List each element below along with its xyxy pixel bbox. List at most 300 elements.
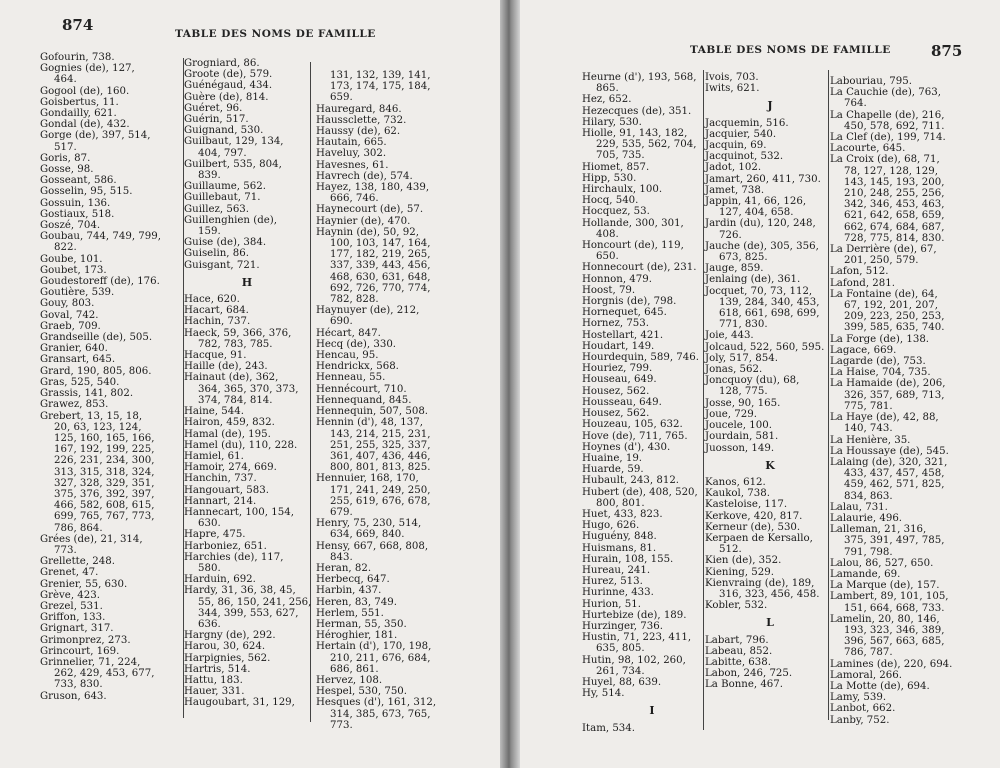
index-entry-continuation: 800, 801, 813, 825. xyxy=(330,462,431,474)
index-entry: Goutière, 539. xyxy=(40,287,115,299)
index-entry: Hustin, 71, 223, 411, xyxy=(582,632,692,644)
index-entry: Haussclette, 732. xyxy=(316,114,407,126)
index-entry: Hespel, 530, 750. xyxy=(316,686,408,698)
section-letter: K xyxy=(765,458,775,472)
index-entry: Hardy, 31, 36, 38, 45, xyxy=(184,585,296,597)
index-entry-continuation: 374, 784, 814. xyxy=(198,394,273,406)
index-entry-continuation: 464. xyxy=(54,74,77,86)
index-entry-continuation: 782, 783, 785. xyxy=(198,338,273,350)
index-entry: Gondal (de), 432. xyxy=(40,119,130,131)
index-entry-continuation: 342, 346, 453, 463, xyxy=(844,199,945,211)
index-entry: Grandseille (de), 505. xyxy=(40,332,153,344)
index-entry: Hiolle, 91, 143, 182, xyxy=(582,128,688,140)
index-entry-continuation: 316, 323, 456, 458. xyxy=(719,588,820,600)
index-entry: Hoost, 79. xyxy=(582,284,636,296)
index-entry-continuation: 139, 284, 340, 453, xyxy=(719,296,820,308)
index-entry-continuation: 822. xyxy=(54,242,77,254)
index-entry-continuation: 733, 830. xyxy=(54,679,103,691)
index-entry: Housseau, 649. xyxy=(582,396,662,408)
index-entry: Goubet, 173. xyxy=(40,264,107,276)
index-entry: Hornequet, 645. xyxy=(582,307,667,319)
index-entry: Goszé, 704. xyxy=(40,220,101,232)
running-head: TABLE DES NOMS DE FAMILLE xyxy=(690,44,891,56)
index-entry: Ivois, 703. xyxy=(705,72,759,83)
index-entry: Hacque, 91. xyxy=(184,350,247,362)
index-entry: Grassis, 141, 802. xyxy=(40,388,134,400)
index-entry-continuation: 636. xyxy=(198,618,221,630)
index-entry: Grées (de), 21, 314, xyxy=(40,533,143,545)
index-entry: Joncquoy (du), 68, xyxy=(705,375,800,387)
index-entry: La Henière, 35. xyxy=(830,434,911,446)
index-entry-continuation: 193, 323, 346, 389, xyxy=(844,624,945,636)
index-entry: Goube, 101. xyxy=(40,253,103,265)
index-entry: La Bonne, 467. xyxy=(705,679,784,691)
index-entry: Hensy, 667, 668, 808, xyxy=(316,540,429,552)
index-entry: Harpignies, 562. xyxy=(184,652,271,664)
index-entry: Gofourin, 738. xyxy=(40,52,115,63)
index-entry: Hy, 514. xyxy=(582,688,625,700)
index-entry: Kanos, 612. xyxy=(705,476,766,488)
index-entry: Hurain, 108, 155. xyxy=(582,553,674,565)
index-entry: Grincourt, 169. xyxy=(40,645,120,657)
index-entry: Hamel (du), 110, 228. xyxy=(184,439,298,451)
index-entry: Gosseant, 586. xyxy=(40,175,117,187)
index-column xyxy=(184,58,310,709)
index-entry: Lagace, 669. xyxy=(830,344,897,356)
index-entry: Haynin (de), 50, 92, xyxy=(316,226,419,238)
index-entry-continuation: 673, 825. xyxy=(719,252,768,264)
index-entry: Huismans, 81. xyxy=(582,542,657,554)
index-entry-continuation: 210, 211, 676, 684, xyxy=(330,652,431,664)
index-entry: Heurne (d'), 193, 568, xyxy=(582,72,697,83)
index-entry-continuation: 344, 399, 553, 627, xyxy=(198,607,299,619)
book-gutter xyxy=(500,0,520,768)
index-entry-continuation: 699, 765, 767, 773, xyxy=(54,511,155,523)
index-entry: Huaine, 19. xyxy=(582,452,643,464)
index-entry: Hourdequin, 589, 746. xyxy=(582,352,699,364)
index-entry-continuation: 262, 429, 453, 677, xyxy=(54,668,155,680)
index-entry: Guillenghien (de), xyxy=(184,214,277,226)
index-entry: Huarde, 59. xyxy=(582,464,644,476)
index-entry: Lalou, 86, 527, 650. xyxy=(830,557,934,569)
index-entry: Iwits, 621. xyxy=(705,83,760,95)
index-entry-continuation: 517. xyxy=(54,141,77,153)
index-entry: Guilbert, 535, 804, xyxy=(184,158,282,170)
index-entry-continuation: 800, 801. xyxy=(596,497,645,509)
index-entry: Lacourte, 645. xyxy=(830,143,906,155)
index-entry-continuation: 786, 787. xyxy=(844,647,893,659)
index-entry: Harou, 30, 624. xyxy=(184,641,266,653)
index-entry-continuation: 143, 145, 193, 200, xyxy=(844,176,945,188)
index-entry: Hennuier, 168, 170, xyxy=(316,473,419,485)
index-entry: Hautain, 665. xyxy=(316,137,387,149)
index-entry: Jolcaud, 522, 560, 595. xyxy=(705,341,825,353)
index-entry: Hutin, 98, 102, 260, xyxy=(582,654,686,666)
index-column xyxy=(40,52,188,702)
index-entry-continuation: 226, 231, 234, 300, xyxy=(54,455,155,467)
index-entry: Housez, 562. xyxy=(582,385,650,397)
index-entry-continuation: 705, 735. xyxy=(596,150,645,162)
index-column xyxy=(316,70,466,731)
index-entry-continuation: 140, 743. xyxy=(844,423,893,435)
index-entry: La Hamaide (de), 206, xyxy=(830,378,946,390)
index-entry: Henneau, 55. xyxy=(316,372,386,384)
index-entry: Gransart, 645. xyxy=(40,354,116,366)
index-entry: Huguény, 848. xyxy=(582,531,657,543)
index-entry: Heren, 83, 749. xyxy=(316,596,397,608)
index-entry: Gosselin, 95, 515. xyxy=(40,186,133,198)
index-entry-continuation: 764. xyxy=(844,98,867,110)
index-entry: Goubau, 744, 749, 799, xyxy=(40,231,161,243)
index-entry-continuation: 839. xyxy=(198,170,221,182)
index-entry: Josse, 90, 165. xyxy=(705,397,781,409)
index-entry: Joie, 443. xyxy=(705,330,754,342)
index-entry: Hapre, 475. xyxy=(184,529,246,541)
index-entry: Lalaing (de), 320, 321, xyxy=(830,456,948,468)
index-entry: Guère (de), 814. xyxy=(184,91,269,103)
index-entry-continuation: 635, 805. xyxy=(596,643,645,655)
index-entry: Kiening, 529. xyxy=(705,566,774,578)
index-entry: Lamelin, 20, 80, 146, xyxy=(830,613,940,625)
index-entry: Hauregard, 846. xyxy=(316,103,402,115)
index-entry: Gosse, 98. xyxy=(40,164,94,176)
index-entry: Housez, 562. xyxy=(582,408,650,420)
index-entry: Hilary, 530. xyxy=(582,116,642,128)
index-entry: Grinnelier, 71, 224, xyxy=(40,656,141,668)
index-entry-continuation: 773. xyxy=(54,544,77,556)
index-entry: Goudestoreff (de), 176. xyxy=(40,276,160,288)
index-entry-continuation: 177, 182, 219, 265, xyxy=(330,249,431,261)
index-entry: Kerpaen de Kersallo, xyxy=(705,532,813,544)
index-entry-continuation: 690. xyxy=(330,316,353,328)
index-entry-continuation: 209, 223, 250, 253, xyxy=(844,311,945,323)
index-entry: Hurzinger, 736. xyxy=(582,620,663,632)
index-entry: Jenlaing (de), 361. xyxy=(705,274,801,286)
index-entry: Hamiel, 61. xyxy=(184,450,244,462)
index-entry: Guisgant, 721. xyxy=(184,259,260,271)
index-entry-continuation: 775, 781. xyxy=(844,400,893,412)
index-entry-continuation: 404, 797. xyxy=(198,147,247,159)
index-entry-continuation: 20, 63, 123, 124, xyxy=(54,421,142,433)
index-entry-continuation: 630. xyxy=(198,518,221,530)
index-entry: Jauge, 859. xyxy=(705,263,764,275)
index-entry-continuation: 127, 404, 658. xyxy=(719,207,794,219)
index-entry: Houdart, 149. xyxy=(582,340,655,352)
index-entry: Hocquez, 53. xyxy=(582,206,650,218)
index-entry-continuation: 786, 864. xyxy=(54,522,103,534)
index-entry: Juosson, 149. xyxy=(705,442,775,454)
index-entry: La Croix (de), 68, 71, xyxy=(830,154,940,166)
index-entry: Hennequin, 507, 508. xyxy=(316,406,429,418)
index-entry-continuation: 399, 585, 635, 740. xyxy=(844,322,945,334)
index-entry-continuation: 167, 192, 199, 225, xyxy=(54,444,155,456)
index-entry: Kobler, 532. xyxy=(705,600,768,612)
index-entry-continuation: 361, 407, 436, 446, xyxy=(330,450,431,462)
index-entry: Joue, 729. xyxy=(705,408,757,420)
index-entry-continuation: 78, 127, 128, 129, xyxy=(844,165,938,177)
index-entry: Guénégaud, 434. xyxy=(184,80,273,92)
index-entry: Kaukol, 738. xyxy=(705,488,770,500)
index-entry: Guilbaut, 129, 134, xyxy=(184,136,284,148)
index-entry: Guérin, 517. xyxy=(184,114,249,126)
index-entry: Joucele, 100. xyxy=(705,420,772,432)
index-entry: Guillebaut, 71. xyxy=(184,192,261,204)
index-entry: Havrech (de), 574. xyxy=(316,170,413,182)
index-entry: Grebert, 13, 15, 18, xyxy=(40,410,143,422)
index-entry: Hanchin, 737. xyxy=(184,473,257,485)
index-entry: Houriez, 799. xyxy=(582,363,653,375)
index-entry-continuation: 375, 391, 497, 785, xyxy=(844,535,945,547)
index-entry: La Houssaye (de), 545. xyxy=(830,445,949,457)
index-entry: Griffon, 133. xyxy=(40,612,106,624)
index-entry: Goris, 87. xyxy=(40,152,91,164)
index-entry: Lanbot, 662. xyxy=(830,703,896,715)
running-head: TABLE DES NOMS DE FAMILLE xyxy=(175,28,376,40)
index-entry: Gruson, 643. xyxy=(40,690,107,702)
index-entry: Hubault, 243, 812. xyxy=(582,475,680,487)
index-entry: Kerkove, 420, 817. xyxy=(705,510,803,522)
index-entry: Lafon, 512. xyxy=(830,266,889,278)
index-entry: Hureau, 241. xyxy=(582,564,651,576)
index-entry: Grellette, 248. xyxy=(40,556,115,568)
index-entry: La Derrière (de), 67, xyxy=(830,244,937,256)
index-entry-continuation: 650. xyxy=(596,251,619,263)
column-rule xyxy=(310,62,311,722)
index-entry-continuation: 229, 535, 562, 704, xyxy=(596,139,697,151)
index-entry: Graeb, 709. xyxy=(40,320,101,332)
index-entry: Houzeau, 105, 632. xyxy=(582,419,683,431)
index-entry: Hipp, 530. xyxy=(582,172,637,184)
index-entry: Kerneur (de), 530. xyxy=(705,521,801,533)
index-entry: Hencau, 95. xyxy=(316,350,379,362)
index-entry: Hollande, 300, 301, xyxy=(582,217,684,229)
index-entry: Gogool (de), 160. xyxy=(40,85,130,97)
index-entry-continuation: 686, 861. xyxy=(330,663,379,675)
index-entry: Hennin (d'), 48, 137, xyxy=(316,417,423,429)
index-entry: Jonas, 562. xyxy=(705,364,763,376)
index-entry-continuation: 100, 103, 147, 164, xyxy=(330,238,431,250)
index-entry: Guiselin, 86. xyxy=(184,248,249,260)
index-entry: Hachin, 737. xyxy=(184,316,251,328)
index-entry: Haugoubart, 31, 129, xyxy=(184,697,295,709)
index-entry: Hurion, 51. xyxy=(582,598,641,610)
index-entry-continuation: 679. xyxy=(330,506,353,518)
index-entry: Hace, 620. xyxy=(184,294,240,306)
page-number: 874 xyxy=(62,16,94,34)
index-entry: Grawez, 853. xyxy=(40,399,109,411)
index-entry: Haine, 544. xyxy=(184,406,244,418)
index-entry: Hairon, 459, 832. xyxy=(184,417,275,429)
index-entry: Hannart, 214. xyxy=(184,495,257,507)
index-entry-continuation: 313, 315, 318, 324, xyxy=(54,466,155,478)
index-entry: Hecq (de), 330. xyxy=(316,338,397,350)
index-entry: Gognies (de), 127, xyxy=(40,63,135,75)
index-entry: Jacquinot, 532. xyxy=(705,151,784,163)
index-entry-continuation: 173, 174, 175, 184, xyxy=(330,81,431,93)
index-entry: Jauche (de), 305, 356, xyxy=(705,240,819,252)
index-entry-continuation: 771, 830. xyxy=(719,319,768,331)
index-entry-continuation: 159. xyxy=(198,226,221,238)
index-entry: Hécart, 847. xyxy=(316,327,381,339)
index-entry: Grard, 190, 805, 806. xyxy=(40,365,152,377)
index-entry: Lalau, 731. xyxy=(830,501,888,513)
index-entry: Grezel, 531. xyxy=(40,600,103,612)
index-entry: Hennécourt, 710. xyxy=(316,383,407,395)
index-entry: Lagarde (de), 753. xyxy=(830,356,926,368)
index-entry: Hocq, 540. xyxy=(582,195,639,207)
index-entry: Gras, 525, 540. xyxy=(40,376,120,388)
index-entry-continuation: 659. xyxy=(330,92,353,104)
index-entry-continuation: 662, 674, 684, 687, xyxy=(844,221,945,233)
index-entry: Hertain (d'), 170, 198, xyxy=(316,641,432,653)
index-entry: Horgnis (de), 798. xyxy=(582,296,677,308)
index-entry: Hirchaulx, 100. xyxy=(582,184,663,196)
index-entry: Haeck, 59, 366, 376, xyxy=(184,327,292,339)
index-entry-continuation: 512. xyxy=(719,544,742,556)
index-entry-continuation: 791, 798. xyxy=(844,546,893,558)
index-entry: Gondailly, 621. xyxy=(40,108,117,120)
index-entry: Itam, 534. xyxy=(582,722,636,734)
index-entry: La Cauchie (de), 763, xyxy=(830,87,941,99)
index-entry-continuation: 201, 250, 579. xyxy=(844,255,919,267)
index-entry: Grenier, 55, 630. xyxy=(40,578,128,590)
index-entry: Haynier (de), 470. xyxy=(316,215,411,227)
index-entry: Labeau, 852. xyxy=(705,645,773,657)
index-entry: Jocquet, 70, 73, 112, xyxy=(705,285,813,297)
index-entry: Herman, 55, 350. xyxy=(316,618,407,630)
index-entry: Labon, 246, 725. xyxy=(705,668,793,680)
index-entry-continuation: 580. xyxy=(198,562,221,574)
index-entry: Hervez, 108. xyxy=(316,674,383,686)
index-entry: Hornez, 753. xyxy=(582,318,650,330)
index-entry: La Chapelle (de), 216, xyxy=(830,109,945,121)
index-entry: Hurtebize (de), 189. xyxy=(582,609,687,621)
index-entry: La Haise, 704, 735. xyxy=(830,367,931,379)
index-entry: Héroghier, 181. xyxy=(316,630,398,642)
index-entry: Harbin, 437. xyxy=(316,585,382,597)
index-entry: Hezecques (de), 351. xyxy=(582,105,692,117)
index-entry: Granier, 640. xyxy=(40,343,108,355)
index-entry: Hauer, 331. xyxy=(184,686,245,698)
index-entry: Havesnes, 61. xyxy=(316,159,389,171)
index-column xyxy=(705,72,835,691)
section-letter: H xyxy=(241,275,253,289)
index-entry: Honnecourt (de), 231. xyxy=(582,262,697,274)
index-entry: Houseau, 649. xyxy=(582,374,657,386)
index-entry: Guillaume, 562. xyxy=(184,181,266,193)
index-column xyxy=(830,76,980,726)
index-entry-continuation: 171, 241, 249, 250, xyxy=(330,484,431,496)
index-entry: Lanby, 752. xyxy=(830,714,890,726)
index-entry: La Clef (de), 199, 714. xyxy=(830,132,946,144)
index-entry: Kienvraing (de), 189, xyxy=(705,577,815,589)
index-entry: Haveluy, 302. xyxy=(316,148,387,160)
index-entry: Kasteloise, 117. xyxy=(705,499,788,511)
index-entry: Lalaurie, 496. xyxy=(830,512,903,524)
index-entry-continuation: 618, 661, 698, 699, xyxy=(719,308,820,320)
index-entry: Guignand, 530. xyxy=(184,125,264,137)
index-entry: Hoynes (d'), 430. xyxy=(582,441,671,453)
index-entry: Groote (de), 579. xyxy=(184,69,273,81)
index-entry-continuation: 314, 385, 673, 765, xyxy=(330,708,431,720)
index-entry: Goisbertus, 11. xyxy=(40,96,119,108)
index-entry: Hargny (de), 292. xyxy=(184,630,276,642)
index-entry: Huet, 433, 823. xyxy=(582,508,663,520)
index-entry-continuation: 143, 214, 215, 231, xyxy=(330,428,431,440)
index-entry-continuation: 782, 828. xyxy=(330,294,379,306)
section-letter: I xyxy=(649,704,655,718)
index-entry: Herbecq, 647. xyxy=(316,574,390,586)
index-entry: La Haye (de), 42, 88, xyxy=(830,412,939,424)
index-entry-continuation: 865. xyxy=(596,83,619,95)
index-entry: Jourdain, 581. xyxy=(705,431,779,443)
index-entry: Grimonprez, 273. xyxy=(40,634,131,646)
index-entry: Grignart, 317. xyxy=(40,623,114,635)
index-entry: Henry, 75, 230, 514, xyxy=(316,518,422,530)
index-entry: Grenet, 47. xyxy=(40,567,99,579)
index-entry: Jadot, 102. xyxy=(705,162,762,174)
index-entry-continuation: 210, 248, 255, 256, xyxy=(844,188,945,200)
index-entry: Honnon, 479. xyxy=(582,273,652,285)
index-entry: Hayez, 138, 180, 439, xyxy=(316,182,430,194)
index-entry-continuation: 55, 86, 150, 241, 256, xyxy=(198,596,312,608)
index-entry-continuation: 843. xyxy=(330,551,353,563)
index-entry: Honcourt (de), 119, xyxy=(582,240,684,252)
index-entry: Lamy, 539. xyxy=(830,692,887,704)
index-entry-continuation: 327, 328, 329, 351, xyxy=(54,477,155,489)
index-entry: Goval, 742. xyxy=(40,309,99,321)
index-entry: Hurez, 513. xyxy=(582,576,643,588)
index-entry: Gorge (de), 397, 514, xyxy=(40,130,151,142)
index-entry: Lafond, 281. xyxy=(830,277,895,289)
index-entry: Jappin, 41, 66, 126, xyxy=(705,196,807,208)
index-entry-continuation: 131, 132, 139, 141, xyxy=(330,70,431,81)
index-entry: Hugo, 626. xyxy=(582,520,640,532)
page-number: 875 xyxy=(931,42,963,60)
index-entry: Harchies (de), 117, xyxy=(184,551,284,563)
index-entry: Jamet, 738. xyxy=(705,184,765,196)
index-entry: La Motte (de), 694. xyxy=(830,680,930,692)
index-entry: Jacquemin, 516. xyxy=(705,117,789,129)
index-entry: Hennequand, 845. xyxy=(316,394,412,406)
index-entry: Jamart, 260, 411, 730. xyxy=(705,173,821,185)
index-entry: Lamoral, 266. xyxy=(830,669,902,681)
index-entry-continuation: 251, 255, 325, 337, xyxy=(330,439,431,451)
index-entry-continuation: 255, 619, 676, 678, xyxy=(330,495,431,507)
index-entry: Hainaut (de), 362, xyxy=(184,372,279,384)
index-entry: Jacquier, 540. xyxy=(705,128,777,140)
index-entry: Guillez, 563. xyxy=(184,203,250,215)
index-entry-continuation: 466, 582, 608, 615, xyxy=(54,500,155,512)
index-entry: Hamoir, 274, 669. xyxy=(184,462,277,474)
index-entry: Guise (de), 384. xyxy=(184,237,267,249)
index-entry-continuation: 396, 567, 663, 685, xyxy=(844,636,945,648)
index-entry: Joly, 517, 854. xyxy=(705,352,778,364)
index-entry: Lamande, 69. xyxy=(830,568,901,580)
index-entry: Hattu, 183. xyxy=(184,674,243,686)
index-entry-continuation: 773. xyxy=(330,719,353,731)
index-entry: Hubert (de), 408, 520, xyxy=(582,486,698,498)
index-entry: Hostellart, 421. xyxy=(582,329,664,341)
index-entry: Grève, 423. xyxy=(40,589,100,601)
index-entry-continuation: 621, 642, 658, 659, xyxy=(844,210,945,222)
index-entry: Heran, 82. xyxy=(316,562,372,574)
index-entry-continuation: 128, 775. xyxy=(719,386,768,398)
section-letter: J xyxy=(767,99,773,113)
index-entry-continuation: 151, 664, 668, 733. xyxy=(844,602,945,614)
index-entry-continuation: 337, 339, 443, 456, xyxy=(330,260,431,272)
right-page xyxy=(520,0,1000,768)
